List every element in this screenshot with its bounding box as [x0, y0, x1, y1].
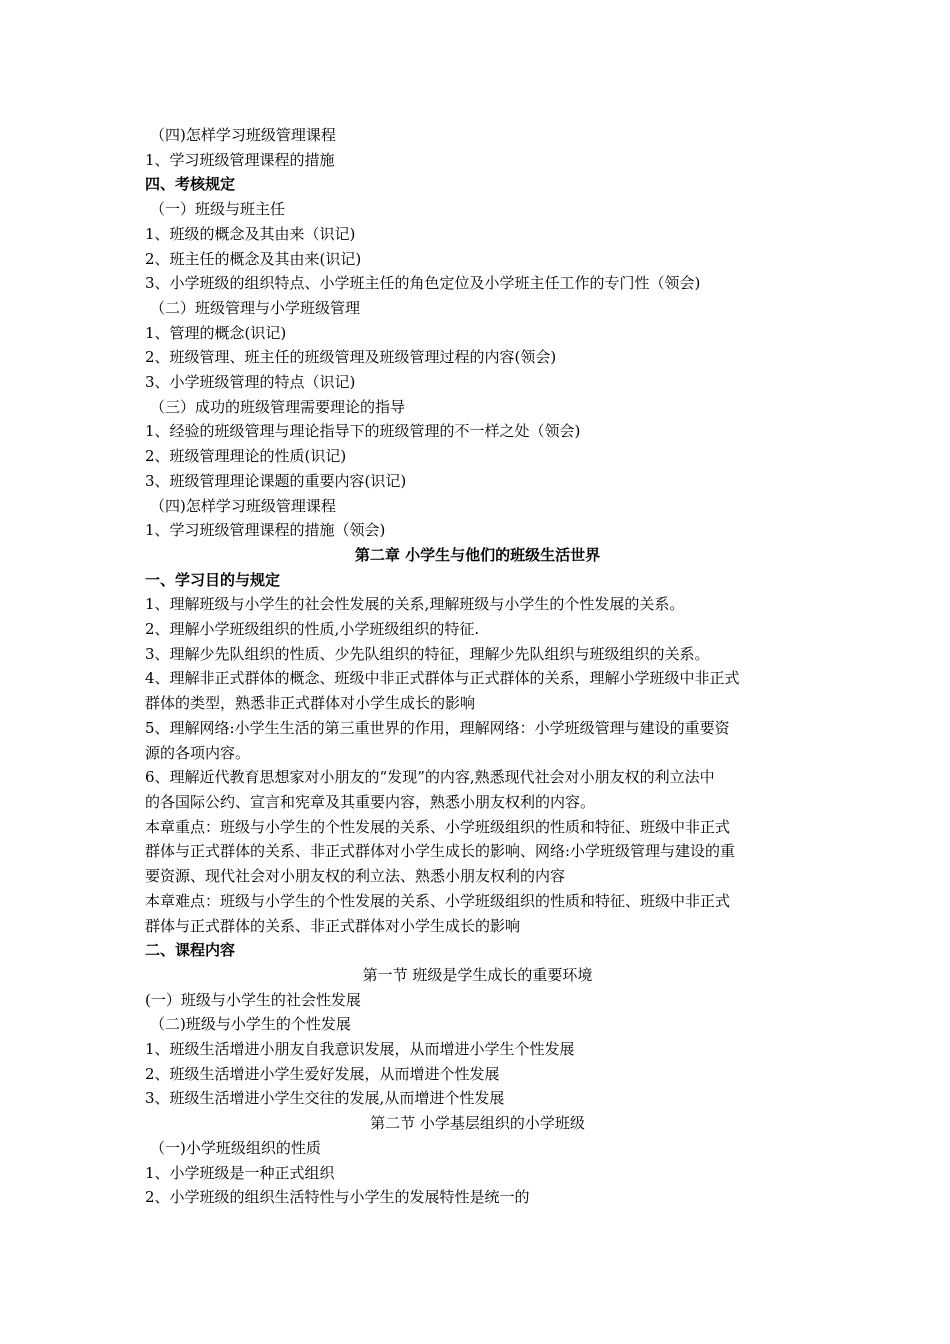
text-line: 本章难点：班级与小学生的个性发展的关系、小学班级组织的性质和特征、班级中非正式	[145, 891, 731, 910]
text-line: 2、班级管理理论的性质(识记)	[145, 447, 347, 466]
text-line: 源的各项内容。	[145, 743, 251, 762]
text-line: 5、理解网络:小学生生活的第三重世界的作用，理解网络：小学班级管理与建设的重要资	[145, 718, 730, 737]
text-line: （二)班级与小学生的个性发展	[150, 1015, 351, 1034]
text-line: （三）成功的班级管理需要理论的指导	[150, 397, 406, 416]
text-line: 1、班级的概念及其由来（识记)	[145, 224, 356, 243]
text-line: 3、班级管理理论课题的重要内容(识记)	[145, 471, 407, 490]
text-line: (一）班级与小学生的社会性发展	[145, 990, 361, 1009]
text-line: 1、小学班级是一种正式组织	[145, 1163, 335, 1182]
text-line: 3、理解少先队组织的性质、少先队组织的特征，理解少先队组织与班级组织的关系。	[145, 644, 710, 663]
text-line: 1、学习班级管理课程的措施（领会)	[145, 521, 386, 540]
text-line: 群体与正式群体的关系、非正式群体对小学生成长的影响	[145, 916, 521, 935]
text-line: （四)怎样学习班级管理课程	[150, 126, 336, 144]
text-line: 本章重点：班级与小学生的个性发展的关系、小学班级组织的性质和特征、班级中非正式	[145, 817, 731, 836]
text-line: （一)小学班级组织的性质	[150, 1138, 321, 1157]
text-line: 群体与正式群体的关系、非正式群体对小学生成长的影响、网络:小学班级管理与建设的重	[145, 842, 736, 861]
centered-heading: 第二节 小学基层组织的小学班级	[370, 1114, 585, 1133]
text-line: 要资源、现代社会对小朋友权的利立法、熟悉小朋友权利的内容	[145, 867, 566, 886]
text-line: 1、理解班级与小学生的社会性发展的关系,理解班级与小学生的个性发展的关系。	[145, 595, 685, 614]
text-line: 3、小学班级管理的特点（识记)	[145, 373, 356, 392]
text-line: 的各国际公约、宣言和宪章及其重要内容，熟悉小朋友权利的内容。	[145, 792, 596, 811]
section-heading: 四、考核规定	[145, 175, 236, 194]
text-line: 2、小学班级的组织生活特性与小学生的发展特性是统一的	[145, 1188, 530, 1207]
section-heading: 二、课程内容	[145, 941, 236, 960]
document-body	[145, 123, 810, 1210]
text-line: 1、班级生活增进小朋友自我意识发展，从而增进小学生个性发展	[145, 1040, 575, 1059]
text-line: 1、经验的班级管理与理论指导下的班级管理的不一样之处（领会)	[145, 422, 581, 441]
section-heading: 一、学习目的与规定	[145, 570, 281, 589]
text-line: 1、学习班级管理课程的措施	[145, 150, 335, 169]
text-line: 群体的类型，熟悉非正式群体对小学生成长的影响	[145, 694, 476, 713]
text-line: （四)怎样学习班级管理课程	[150, 496, 336, 515]
text-line: 2、班级管理、班主任的班级管理及班级管理过程的内容(领会)	[145, 348, 557, 367]
text-line: 4、理解非正式群体的概念、班级中非正式群体与正式群体的关系，理解小学班级中非正式	[145, 669, 740, 688]
text-line: （二）班级管理与小学班级管理	[150, 298, 361, 317]
section-heading: 第二章 小学生与他们的班级生活世界	[354, 545, 601, 564]
text-line: 2、理解小学班级组织的性质,小学班级组织的特征.	[145, 620, 480, 639]
text-line: 3、班级生活增进小学生交往的发展,从而增进个性发展	[145, 1089, 505, 1108]
text-line: 2、班级生活增进小学生爱好发展，从而增进个性发展	[145, 1064, 500, 1083]
text-line: 1、管理的概念(识记)	[145, 323, 287, 342]
centered-heading: 第一节 班级是学生成长的重要环境	[362, 965, 593, 984]
text-line: 3、小学班级的组织特点、小学班主任的角色定位及小学班主任工作的专门性（领会)	[145, 274, 701, 293]
text-line: （一）班级与班主任	[150, 200, 286, 219]
text-line: 6、理解近代教育思想家对小朋友的“发现”的内容,熟悉现代社会对小朋友权的利立法中	[145, 768, 715, 787]
text-line: 2、班主任的概念及其由来(识记)	[145, 249, 362, 268]
